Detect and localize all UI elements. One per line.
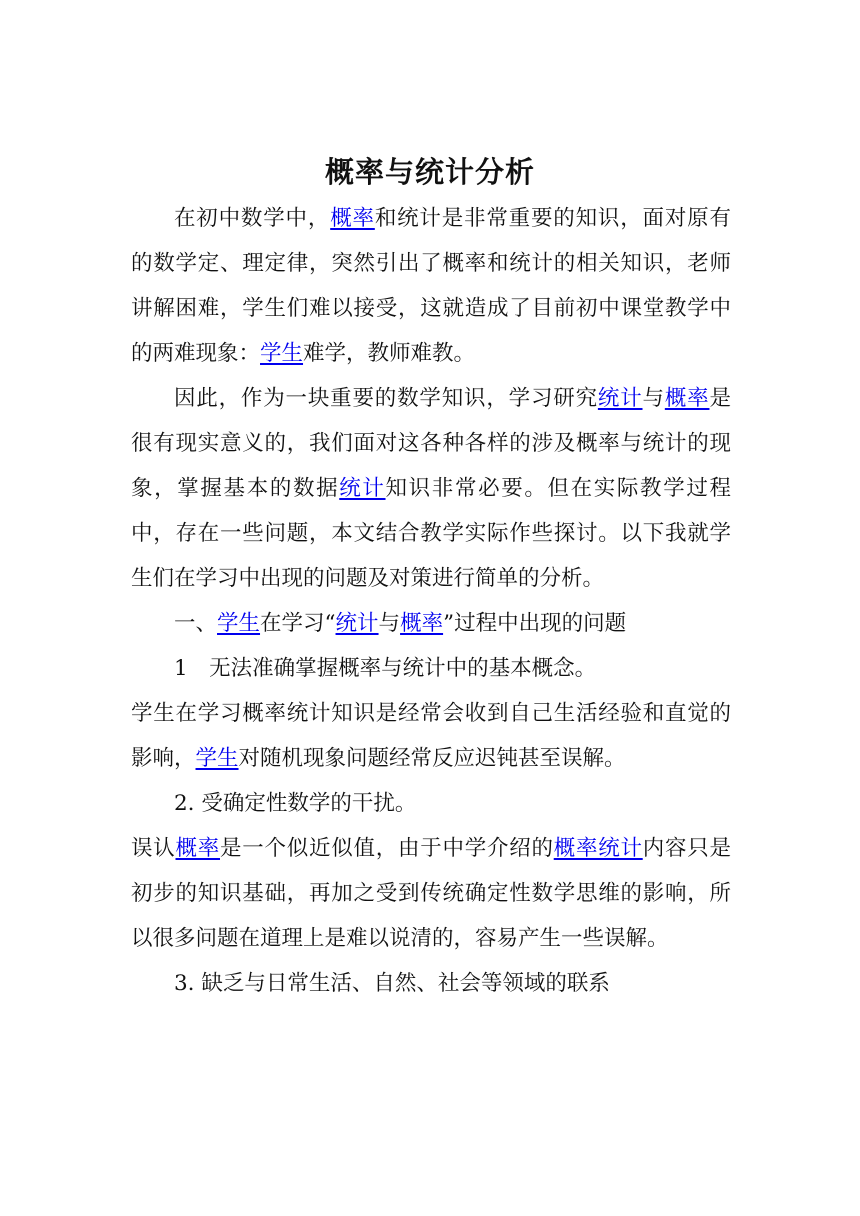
link-probability[interactable]: 概率 bbox=[330, 206, 375, 231]
list-item-3: 3. 缺乏与日常生活、自然、社会等领域的联系 bbox=[174, 971, 610, 996]
link-probability[interactable]: 概率 bbox=[175, 836, 220, 861]
document-body bbox=[131, 196, 731, 1006]
text-run: 因此，作为一块重要的数学知识，学习研究 bbox=[174, 386, 598, 411]
text-run: 在学习“ bbox=[260, 611, 336, 636]
link-statistics[interactable]: 统计 bbox=[339, 476, 386, 501]
paragraph-intro bbox=[131, 196, 731, 376]
text-run: 难学，教师难教。 bbox=[303, 341, 476, 366]
text-run: ”过程中出现的问题 bbox=[443, 611, 627, 636]
text-run: 在初中数学中， bbox=[174, 206, 331, 231]
text-run: 与 bbox=[378, 611, 401, 636]
link-statistics[interactable]: 统计 bbox=[335, 611, 379, 636]
paragraph-intuition bbox=[131, 691, 731, 781]
document-title: 概率与统计分析 bbox=[324, 155, 535, 189]
text-run: 和统计是非常重要的知识，面对原有的数学定、理定律，突然引出了概率和统计的相关知识，老师讲解困难，学生们难以接受，这就造成了目前初中课堂教学中的两难现象： bbox=[131, 206, 731, 366]
text-run: 内容只是初步的知识基础，再加之受到传统确定性数学思维的影响，所以很多问题在道理上是难以说清的，容易产生一些误解。 bbox=[131, 836, 731, 951]
text-run: 知识非常必要。但在实际教学过程中，存在一些问题，本文结合教学实际作些探讨。以下我就学生们在学习中出现的问题及对策进行简单的分析。 bbox=[131, 476, 731, 591]
text-run: 与 bbox=[642, 386, 665, 411]
text-run: 对随机现象问题经常反应迟钝甚至误解。 bbox=[238, 746, 626, 771]
link-student[interactable]: 学生 bbox=[195, 746, 239, 771]
text-run: 是一个似近似值，由于中学介绍的 bbox=[220, 836, 554, 861]
paragraph-interference bbox=[131, 826, 731, 961]
list-item-1: 1 无法准确掌握概率与统计中的基本概念。 bbox=[174, 656, 597, 681]
text-run: 是很有现实意义的，我们面对这各种各样的涉及概率与统计的现象，掌握基本的数据 bbox=[131, 386, 731, 501]
section-heading-1 bbox=[131, 601, 731, 646]
list-item-2: 2. 受确定性数学的干扰。 bbox=[174, 791, 417, 816]
link-probability[interactable]: 概率 bbox=[400, 611, 444, 636]
text-run: 误认 bbox=[131, 836, 176, 861]
link-probability-statistics[interactable]: 概率统计 bbox=[553, 836, 643, 861]
link-statistics[interactable]: 统计 bbox=[597, 386, 643, 411]
link-student[interactable]: 学生 bbox=[260, 341, 304, 366]
link-student[interactable]: 学生 bbox=[217, 611, 261, 636]
text-run: 学生在学习概率统计知识是经常会收到自己生活经验和直觉的影响， bbox=[131, 701, 731, 771]
link-probability[interactable]: 概率 bbox=[664, 386, 710, 411]
text-run: 一、 bbox=[174, 611, 218, 636]
paragraph-importance bbox=[131, 376, 731, 601]
